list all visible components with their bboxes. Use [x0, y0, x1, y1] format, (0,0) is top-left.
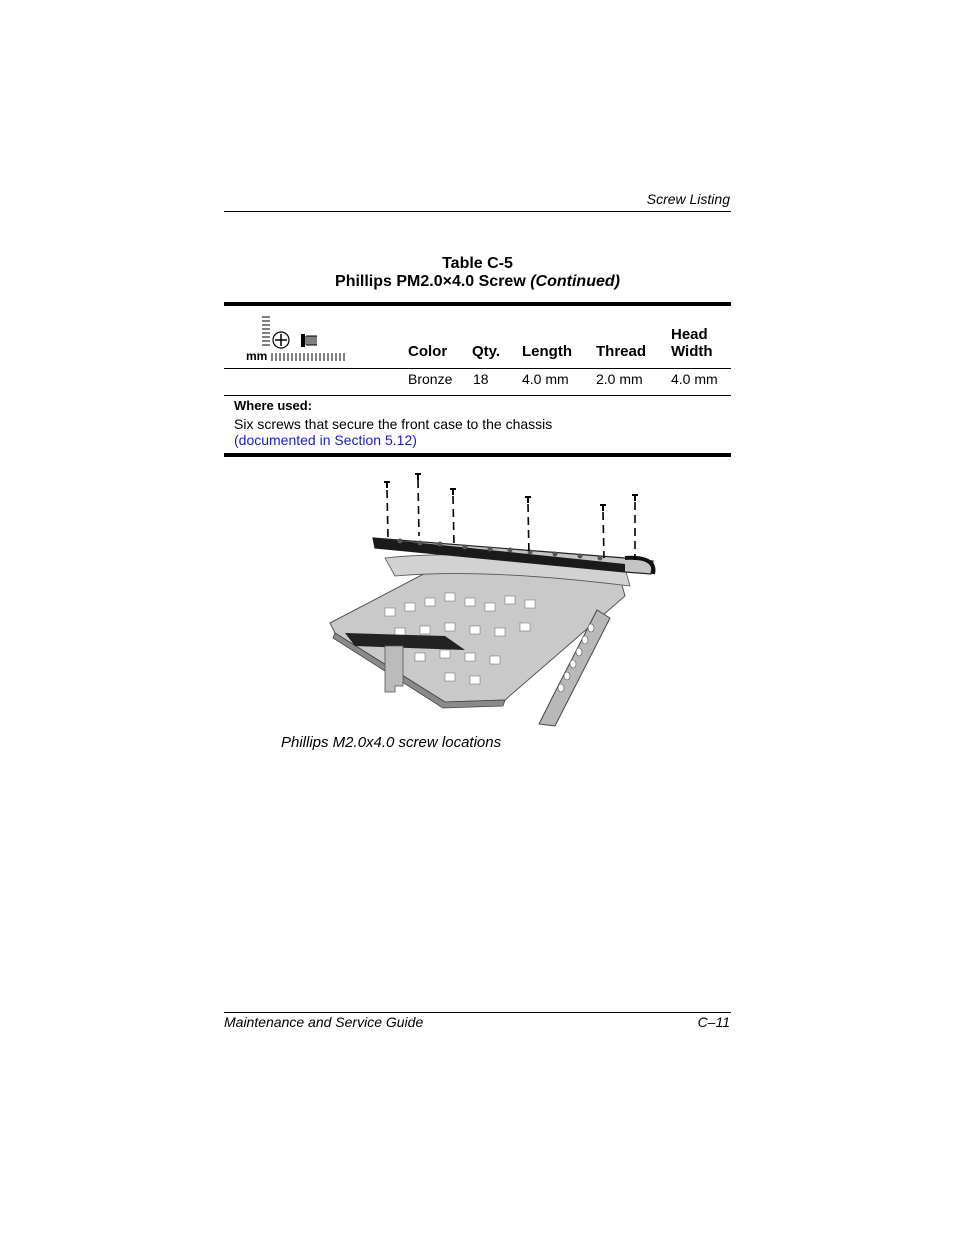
table-title-text: Phillips PM2.0×4.0 Screw [335, 273, 531, 290]
table-title [224, 273, 731, 291]
header-row-rule [224, 368, 731, 369]
cell-thread: 2.0 mm [596, 371, 643, 387]
footer-title: Maintenance and Service Guide [224, 1014, 424, 1030]
table-title-continued: (Continued) [530, 273, 620, 290]
where-used-text: Six screws that secure the front case to the chassis [234, 416, 553, 432]
col-header-head-width-line1: Head [671, 326, 708, 343]
cell-length: 4.0 mm [522, 371, 569, 387]
chassis-illustration [325, 468, 670, 730]
table-bottom-rule [224, 453, 731, 457]
cell-qty: 18 [473, 371, 489, 387]
cell-color: Bronze [408, 371, 453, 387]
table-caption [224, 255, 731, 291]
table-top-rule [224, 302, 731, 306]
col-header-qty: Qty. [472, 343, 501, 360]
where-used-label: Where used: [234, 398, 313, 413]
figure-caption: Phillips M2.0x4.0 screw locations [281, 734, 502, 751]
data-row-rule [224, 395, 731, 396]
page-number: C–11 [697, 1014, 730, 1030]
section-link[interactable]: (documented in Section 5.12) [234, 432, 417, 448]
header-rule [224, 211, 731, 212]
footer-rule [224, 1012, 731, 1013]
col-header-head-width-line2: Width [671, 343, 713, 360]
col-header-head-width [671, 326, 713, 360]
table-number: Table C-5 [442, 255, 513, 272]
mm-label: mm [246, 349, 268, 363]
cell-head-width: 4.0 mm [671, 371, 718, 387]
col-header-thread: Thread [596, 343, 647, 360]
col-header-length: Length [522, 343, 572, 360]
col-header-color: Color [408, 343, 448, 360]
running-head: Screw Listing [646, 191, 730, 207]
